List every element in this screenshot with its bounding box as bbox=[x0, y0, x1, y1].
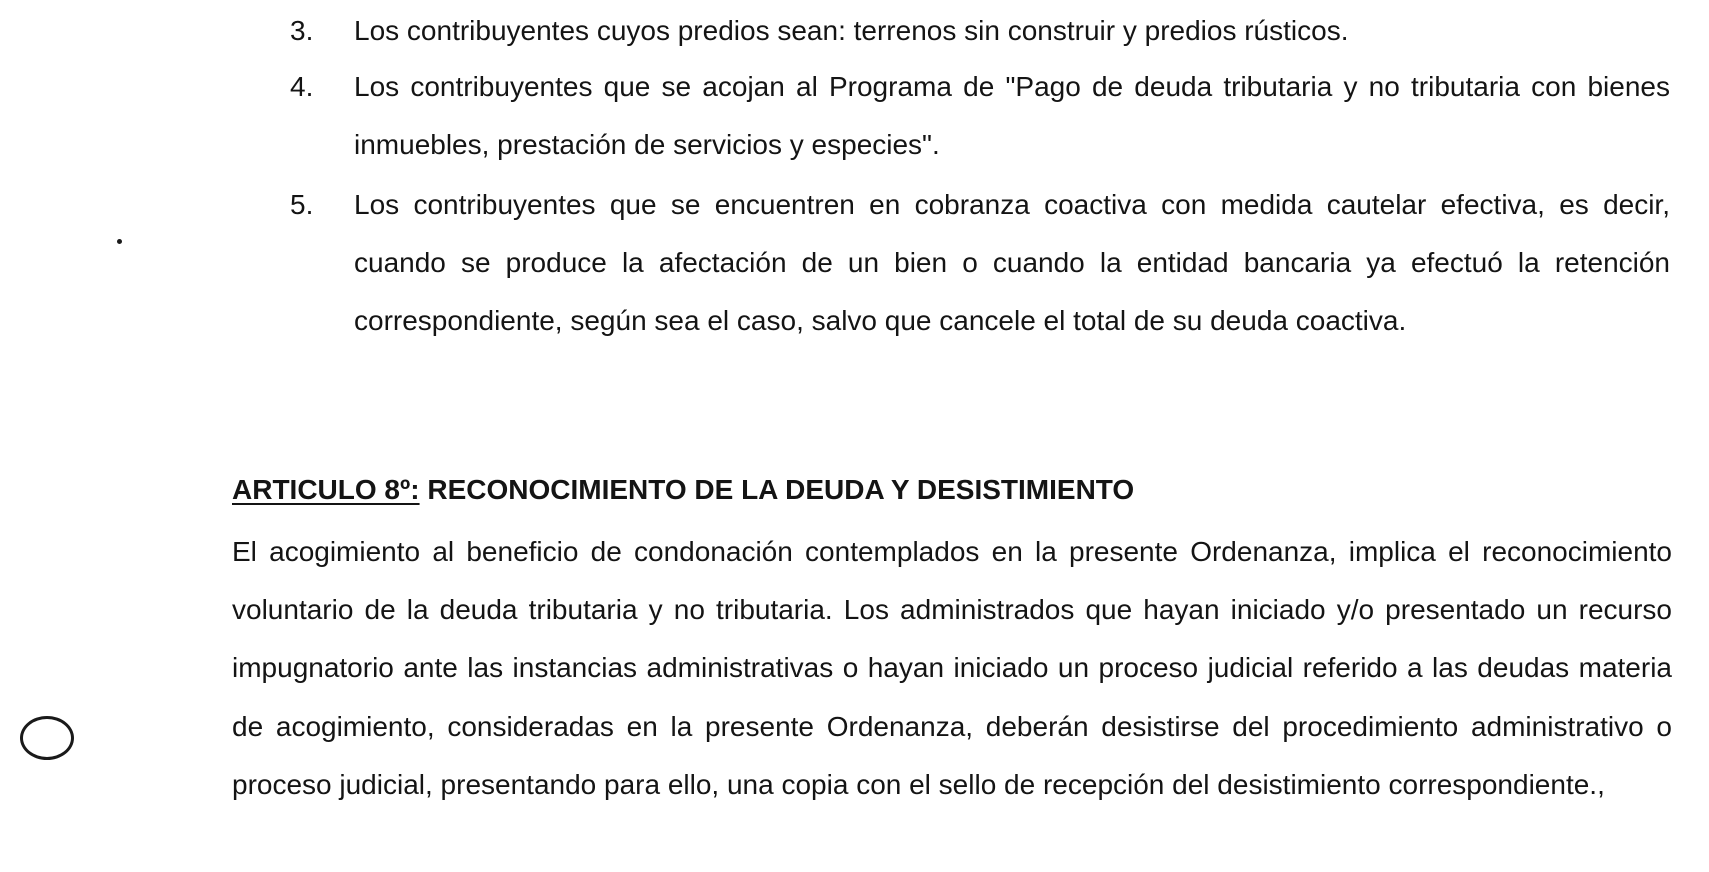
article-body: El acogimiento al beneficio de condonación contemplados en la presente Ordenanza, implica el reconocimiento voluntario de la deuda tributaria y no tributaria. Los administrados que hayan iniciado y/o presentado un recurso impugnatorio ante las instancias administrativas o hayan iniciado un proceso judicial referido a las deudas materia de acogimiento, consideradas en la presente Ordenanza, deberán desistirse del procedimiento administrativo o proceso judicial, presentando para ello, una copia con el sello de recepción del desistimiento correspondiente., bbox=[232, 536, 1672, 800]
list-item-number: 5. bbox=[290, 189, 314, 220]
list-item-text: Los contribuyentes cuyos predios sean: terrenos sin construir y predios rústicos. bbox=[354, 15, 1349, 46]
article-label: ARTICULO 8º: bbox=[232, 474, 420, 505]
list-item-text: Los contribuyentes que se encuentren en cobranza coactiva con medida cautelar efectiva, es decir, cuando se produce la afectación de un bien o cuando la entidad bancaria ya efectuó la retención correspondiente, según sea el caso, salvo que cancele el total de su deuda coactiva. bbox=[354, 189, 1670, 336]
list-item-4 bbox=[290, 58, 1670, 174]
list-item-3 bbox=[290, 2, 1670, 60]
punch-hole bbox=[20, 716, 74, 760]
scan-speck bbox=[117, 239, 122, 244]
article-heading bbox=[232, 470, 1134, 510]
list-item-number: 4. bbox=[290, 71, 314, 102]
list-item-text: Los contribuyentes que se acojan al Programa de "Pago de deuda tributaria y no tributaria con bienes inmuebles, prestación de servicios y especies". bbox=[354, 71, 1670, 160]
article-title: RECONOCIMIENTO DE LA DEUDA Y DESISTIMIENTO bbox=[427, 474, 1135, 505]
list-item-5 bbox=[290, 176, 1670, 350]
list-item-number: 3. bbox=[290, 15, 314, 46]
